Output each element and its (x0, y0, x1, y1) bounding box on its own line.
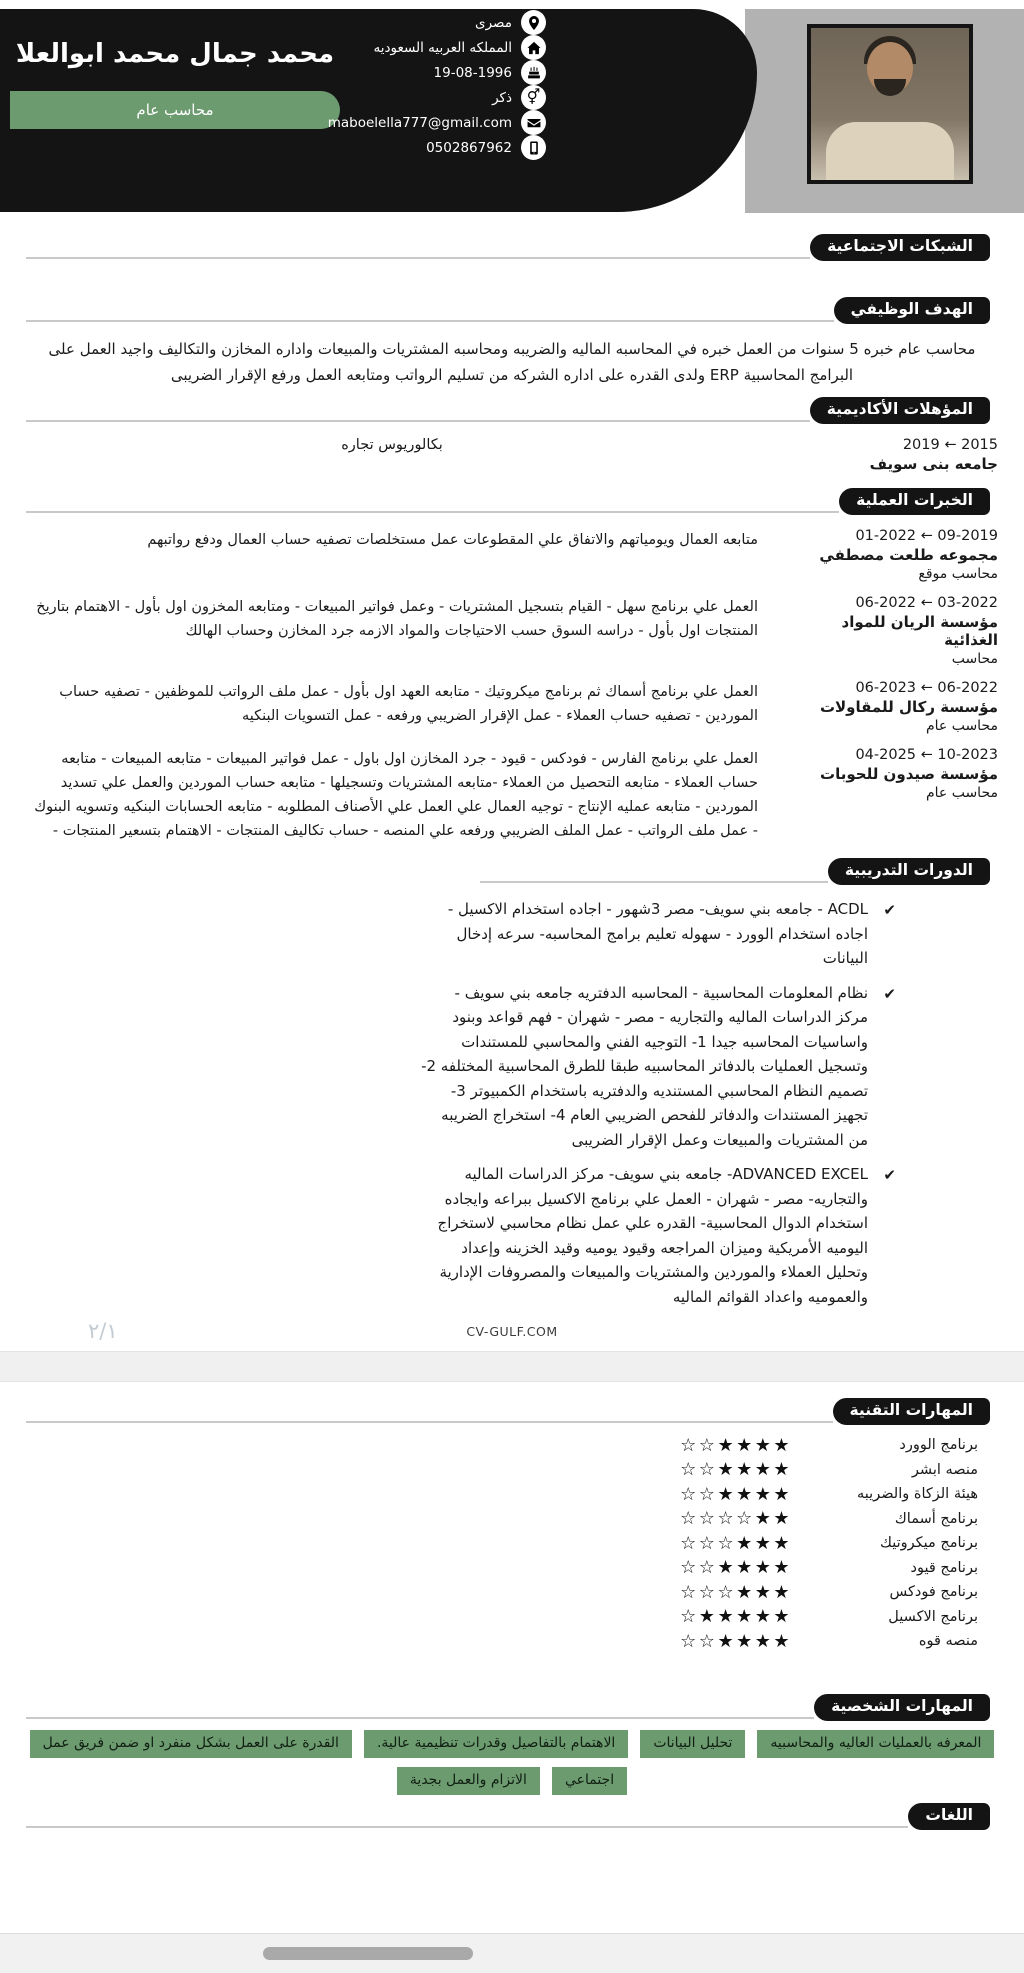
education-school: جامعه بنى سويف (869, 455, 998, 473)
checkmark-icon: ✔ (883, 1166, 896, 1184)
course-list (420, 897, 898, 1309)
page1-footer (26, 1319, 998, 1345)
experience-description: العمل علي برنامج سهل - القيام بتسجيل المشتريات - وعمل فواتير المبيعات - ومتابعه المخزون اول بأول - الاهتمام بتاريخ المنتجات اول بأول - دراسه السوق حسب الاحتياجات والمواد الازمه جرد المخازن وحساب الهالك (36, 599, 758, 639)
course-item (420, 1162, 898, 1309)
experience-dates: 06-2022 ← 06-2023 (855, 680, 998, 696)
skill-row (26, 1507, 978, 1532)
section-title: الشبكات الاجتماعية (810, 234, 990, 261)
education-side (786, 437, 998, 473)
contact-value: 19-08-1996 (433, 64, 512, 81)
skill-row (26, 1629, 978, 1654)
personal-skill-badge: اجتماعي (552, 1767, 627, 1795)
section-title: الدورات التدريبية (828, 858, 990, 885)
email-icon (521, 110, 546, 135)
contact-value: ذكر (492, 89, 512, 106)
objective-text: محاسب عام خبره 5 سنوات من العمل خبره في المحاسبه الماليه والضريبه ومحاسبه المشتريات والمبيعات واداره المخازن والتكاليف واجيد العمل على البرامج المحاسبية ERP ولدى القدره على اداره الشركه من تسليم الرواتب ومتابعه العمل ورفع الإقرار الضريبى (48, 340, 976, 384)
section-header-objective (26, 297, 998, 324)
photo-torso (826, 122, 954, 184)
checkmark-icon: ✔ (883, 984, 896, 1003)
website-footer: CV-GULF.COM (466, 1324, 558, 1339)
phone-icon (521, 135, 546, 160)
skill-row (26, 1556, 978, 1581)
section-title: المؤهلات الأكاديمية (810, 397, 990, 424)
section-header-technical-skills (26, 1398, 998, 1425)
candidate-name: محمد جمال محمد ابوالعلا (15, 39, 335, 69)
skill-row (26, 1580, 978, 1605)
section-title: المهارات التقنية (833, 1398, 990, 1425)
star-rating: ☆☆☆★★★ (680, 1581, 792, 1603)
education-item (26, 437, 998, 473)
star-rating: ☆☆★★★★ (680, 1557, 792, 1579)
location-pin-icon (521, 10, 546, 35)
section-divider (26, 1421, 833, 1423)
experience-side (786, 528, 998, 582)
experience-role: محاسب موقع (918, 566, 998, 582)
personal-skill-badge: تحليل البيانات (640, 1730, 745, 1758)
experience-role: محاسب (951, 651, 998, 667)
contact-row (328, 85, 546, 110)
section-divider (26, 1826, 908, 1828)
contact-row (328, 10, 546, 35)
skill-row (26, 1482, 978, 1507)
star-rating: ☆★★★★★ (680, 1606, 792, 1628)
skill-name: برنامج أسماك (894, 1510, 978, 1527)
experience-description: العمل علي برنامج الفارس - فودكس - قيود - جرد المخازن اول باول - عمل فواتير المبيعات - متابعه المبيعات - متابعه حساب العملاء - متابعه التحصيل من العملاء -متابعه المشتريات وتسجيلها - متابعه حساب الموردين والعمل علي تسديد الموردين - متابعه عمليه الإنتاج - توجيه العمال علي العمل علي الأصناف المطلوبه - متابعه الحسابات البنكيه وتسويه البنوك - عمل ملف الرواتب - عمل الملف الضريبي ورفعه علي المنصه - حساب تكاليف المنتجات - الاهتمام بتسعير المنتجات - (34, 751, 758, 839)
star-rating: ☆☆★★★★ (680, 1434, 792, 1456)
section-title: الخبرات العملية (839, 488, 990, 515)
skill-name: برنامج فودكس (889, 1584, 978, 1601)
experience-company: مؤسسة الريان للمواد الغذائية (841, 613, 998, 649)
experience-dates: 03-2022 ← 06-2022 (855, 595, 998, 611)
profile-photo (807, 24, 973, 184)
experience-company: مؤسسة صيدون للحوبات (820, 765, 998, 783)
course-item (420, 897, 898, 971)
gender-icon: ⚥ (521, 85, 546, 110)
photo-face (867, 42, 913, 94)
contact-row (328, 60, 546, 85)
experience-description: متابعه العمال ويومياتهم والاتفاق علي المقطوعات عمل مستخلصات تصفيه حساب العمال ودفع رواتبهم (147, 532, 758, 548)
skill-name: هيئة الزكاة والضريبه (857, 1486, 978, 1503)
experience-list (26, 528, 998, 843)
section-header-education (26, 397, 998, 424)
section-divider (26, 1717, 814, 1719)
experience-company: مؤسسة ركال للمقاولات (819, 698, 998, 716)
experience-side (786, 747, 998, 843)
education-dates: 2015 ← 2019 (902, 437, 998, 453)
skill-name: منصه ابشر (911, 1461, 978, 1478)
section-title: اللغات (908, 1803, 990, 1830)
skill-name: منصه قوه (918, 1633, 978, 1650)
contact-value: 0502867962 (426, 139, 512, 156)
page-indicator: ٢/١ (88, 1319, 118, 1343)
page1-content (0, 234, 1024, 1345)
contact-row (328, 110, 546, 135)
experience-side (786, 595, 998, 667)
experience-description: العمل علي برنامج أسماك ثم برنامج ميكروتيك - متابعه العهد اول بأول - عمل ملف الرواتب للموظفين - تصفيه حساب الموردين - تصفيه حساب العملاء - عمل الإقرار الضريبي ورفعه - عمل التسويات البنكيه (59, 684, 758, 724)
skill-name: برنامج قيود (910, 1559, 978, 1576)
personal-skill-badge: الاهتمام بالتفاصيل وقدرات تنظيمية عالية. (364, 1730, 628, 1758)
section-divider (26, 420, 810, 422)
experience-dates: 09-2019 ← 01-2022 (855, 528, 998, 544)
contact-value: مصرى (475, 14, 512, 31)
education-list (26, 437, 998, 473)
photo-panel (745, 9, 1024, 213)
section-title: الهدف الوظيفي (834, 297, 990, 324)
experience-item (26, 595, 998, 667)
section-divider (480, 881, 828, 883)
experience-item (26, 528, 998, 582)
section-header-courses (26, 858, 998, 885)
section-header-personal-skills (26, 1694, 998, 1721)
personal-skill-badge: الاتزام والعمل بجدية (397, 1767, 540, 1795)
contact-list (328, 10, 546, 160)
skill-row (26, 1433, 978, 1458)
course-text: ACDL - جامعه بني سويف- مصر 3شهور - اجاده استخدام الاكسيل - اجاده استخدام الوورد - سهوله تعليم برامج المحاسبه- سرعه إدخال البيانات (447, 900, 868, 967)
page-separator (0, 1351, 1024, 1382)
education-degree: بكالوريوس تجاره (341, 437, 443, 453)
skill-row (26, 1531, 978, 1556)
contact-row (328, 35, 546, 60)
section-divider (26, 320, 834, 322)
page2-content (0, 1398, 1024, 1830)
personal-skill-badge: المعرفه بالعمليات العاليه والمحاسبيه (757, 1730, 994, 1758)
experience-item (26, 747, 998, 843)
star-rating: ☆☆★★★★ (680, 1630, 792, 1652)
contact-value: maboelella777@gmail.com (327, 114, 512, 131)
skill-name: برنامج الاكسيل (888, 1608, 978, 1625)
experience-dates: 10-2023 ← 04-2025 (855, 747, 998, 763)
experience-role: محاسب عام (925, 785, 998, 801)
contact-row (328, 135, 546, 160)
skill-name: برنامج ميكروتيك (879, 1535, 978, 1552)
skill-row (26, 1458, 978, 1483)
section-header-social-networks (26, 234, 998, 261)
technical-skill-list (26, 1433, 998, 1654)
birthday-cake-icon (521, 60, 546, 85)
course-item (420, 981, 898, 1153)
horizontal-scrollbar-thumb[interactable] (263, 1947, 473, 1960)
course-text: نظام المعلومات المحاسبية - المحاسبه الدفتريه جامعه بني سويف - مركز الدراسات الماليه والتجاريه - مصر - شهران - فهم قواعد وبنود واساسيات المحاسبه جيدا 1- التوجيه الفني والمحاسبي للمستندات وتسجيل العمليات بالدفاتر المحاسبيه طبقا للطرق المحاسبية المختلفه 2- تصميم النظام المحاسبي المستنديه والدفتريه باستخدام الكمبيوتر 3- تجهيز المستندات والدفاتر للفحص الضريبي العام 4- استخراج الضريبه من المشتريات والمبيعات وعمل الإقرار الضريبى (421, 983, 868, 1149)
bottom-bar (0, 1933, 1024, 1973)
experience-item (26, 680, 998, 734)
course-text: ADVANCED EXCEL- جامعه بني سويف- مركز الدراسات الماليه والتجاريه- مصر - شهران - العمل علي برنامج الاكسيل ببراعه وايجاده استخدام الدوال المحاسبية- القدره علي عمل نظام محاسبي لاستخراج اليوميه الأمريكية وميزان المراجعه وقيود يوميه وقيد الخزينه وإعداد وتحليل العملاء والموردين والمشتريات والمبيعات والمصروفات الإدارية والعموميه واعداد القوائم الماليه (437, 1165, 868, 1306)
section-divider (26, 257, 810, 259)
star-rating: ☆☆☆★★★ (680, 1532, 792, 1554)
house-icon (521, 35, 546, 60)
header (0, 0, 1024, 213)
star-rating: ☆☆☆☆★★ (680, 1508, 792, 1530)
star-rating: ☆☆★★★★ (680, 1483, 792, 1505)
star-rating: ☆☆★★★★ (680, 1459, 792, 1481)
section-header-languages (26, 1803, 998, 1830)
experience-role: محاسب عام (925, 718, 998, 734)
experience-company: مجموعه طلعت مصطفي (819, 546, 998, 564)
skill-row (26, 1605, 978, 1630)
section-divider (26, 511, 839, 513)
job-title-badge: محاسب عام (10, 91, 340, 129)
section-header-experience (26, 488, 998, 515)
checkmark-icon: ✔ (883, 901, 896, 919)
header-identity (10, 38, 340, 129)
experience-side (786, 680, 998, 734)
personal-skill-list (26, 1730, 998, 1795)
contact-value: المملكه العربيه السعوديه (373, 39, 512, 56)
section-title: المهارات الشخصية (814, 1694, 990, 1721)
personal-skill-badge: القدرة على العمل بشكل منفرد او ضمن فريق عمل (30, 1730, 352, 1758)
skill-name: برنامج الوورد (899, 1437, 978, 1454)
